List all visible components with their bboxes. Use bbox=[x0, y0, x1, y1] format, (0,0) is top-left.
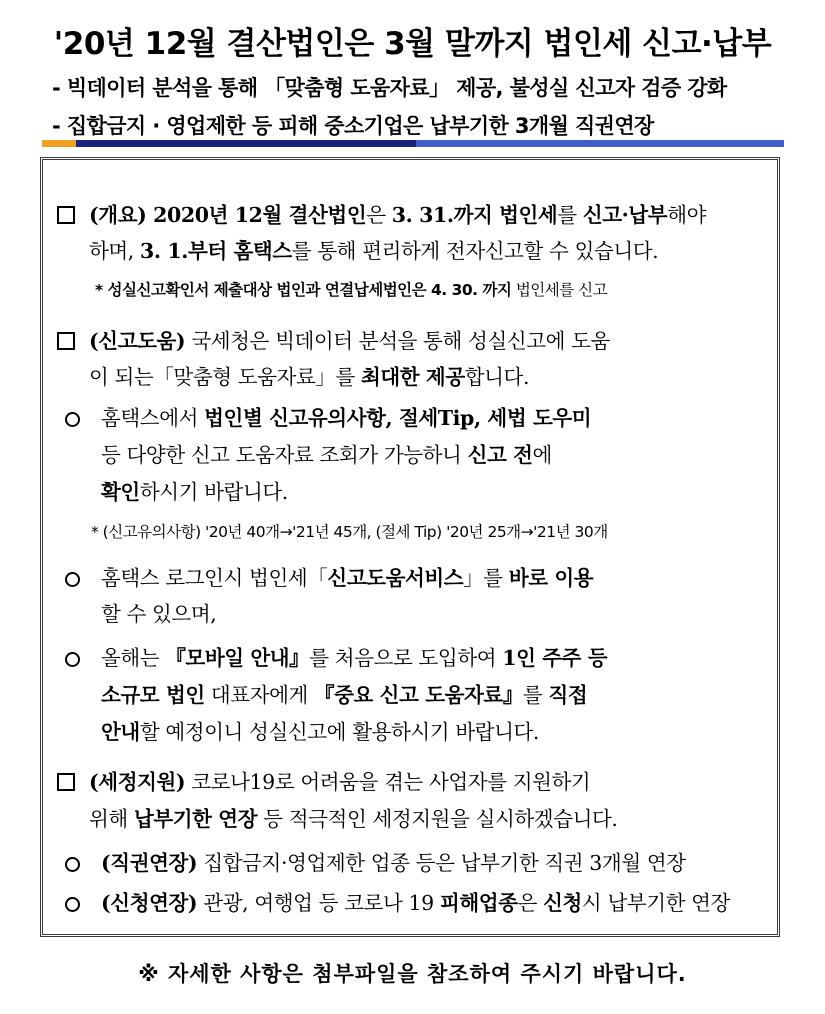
help-bullet-3-line-3: 안내할 예정이니 성실신고에 활용하시기 바랍니다. bbox=[101, 720, 540, 744]
divider-navy-segment bbox=[76, 140, 416, 147]
help-note: * (신고유의사항) '20년 40개→'21년 45개, (절세 Tip) '20년 25개→'21년 30개 bbox=[91, 523, 608, 541]
square-bullet-icon bbox=[57, 332, 75, 350]
circle-bullet-icon bbox=[65, 652, 80, 667]
support-line-1: (세정지원) 코로나19로 어려움을 겪는 사업자를 지원하기 bbox=[89, 770, 591, 794]
overview-note: * 성실신고확인서 제출대상 법인과 연결납세법인은 4. 30. 까지 법인세를 신고 bbox=[95, 281, 608, 299]
circle-bullet-icon bbox=[65, 897, 80, 912]
divider-orange-segment bbox=[42, 140, 76, 147]
help-bullet-2-line-2: 할 수 있으며, bbox=[101, 602, 217, 626]
overview-line-1: (개요) 2020년 12월 결산법인은 3. 31.까지 법인세를 신고·납부해야 bbox=[89, 203, 707, 227]
support-bullet-2: (신청연장) 관광, 여행업 등 코로나 19 피해업종은 신청시 납부기한 연장 bbox=[101, 891, 730, 915]
help-bullet-3-line-1: 올해는 『모바일 안내』를 처음으로 도입하여 1인 주주 등 bbox=[101, 646, 608, 670]
title-divider-bar bbox=[42, 140, 784, 147]
help-line-2: 이 되는「맞춤형 도움자료」를 최대한 제공합니다. bbox=[89, 365, 530, 389]
circle-bullet-icon bbox=[65, 572, 80, 587]
footer-note: ※ 자세한 사항은 첨부파일을 참조하여 주시기 바랍니다. bbox=[138, 962, 687, 986]
help-bullet-1-line-3: 확인하시기 바랍니다. bbox=[101, 480, 288, 504]
subtitle-bigdata: - 빅데이터 분석을 통해 「맞춤형 도움자료」 제공, 불성실 신고자 검증 강화 bbox=[52, 76, 727, 100]
circle-bullet-icon bbox=[65, 412, 80, 427]
divider-blue-segment bbox=[416, 140, 784, 147]
help-bullet-1-line-1: 홈택스에서 법인별 신고유의사항, 절세Tip, 세법 도우미 bbox=[101, 406, 592, 430]
help-bullet-2-line-1: 홈택스 로그인시 법인세「신고도움서비스」를 바로 이용 bbox=[101, 566, 594, 590]
help-line-1: (신고도움) 국세청은 빅데이터 분석을 통해 성실신고에 도움 bbox=[89, 329, 610, 353]
help-bullet-3-line-2: 소규모 법인 대표자에게 『중요 신고 도움자료』를 직접 bbox=[101, 683, 588, 707]
support-line-2: 위해 납부기한 연장 등 적극적인 세정지원을 실시하겠습니다. bbox=[89, 807, 618, 831]
circle-bullet-icon bbox=[65, 857, 80, 872]
overview-line-2: 하며, 3. 1.부터 홈택스를 통해 편리하게 전자신고할 수 있습니다. bbox=[89, 239, 659, 263]
content-box bbox=[40, 157, 780, 937]
help-bullet-1-line-2: 등 다양한 신고 도움자료 조회가 가능하니 신고 전에 bbox=[101, 443, 552, 467]
square-bullet-icon bbox=[57, 206, 75, 224]
support-bullet-1: (직권연장) 집합금지·영업제한 업종 등은 납부기한 직권 3개월 연장 bbox=[101, 851, 686, 875]
page-title: '20년 12월 결산법인은 3월 말까지 법인세 신고·납부 bbox=[53, 26, 772, 62]
subtitle-extension: - 집합금지 · 영업제한 등 피해 중소기업은 납부기한 3개월 직권연장 bbox=[52, 114, 654, 138]
square-bullet-icon bbox=[57, 773, 75, 791]
